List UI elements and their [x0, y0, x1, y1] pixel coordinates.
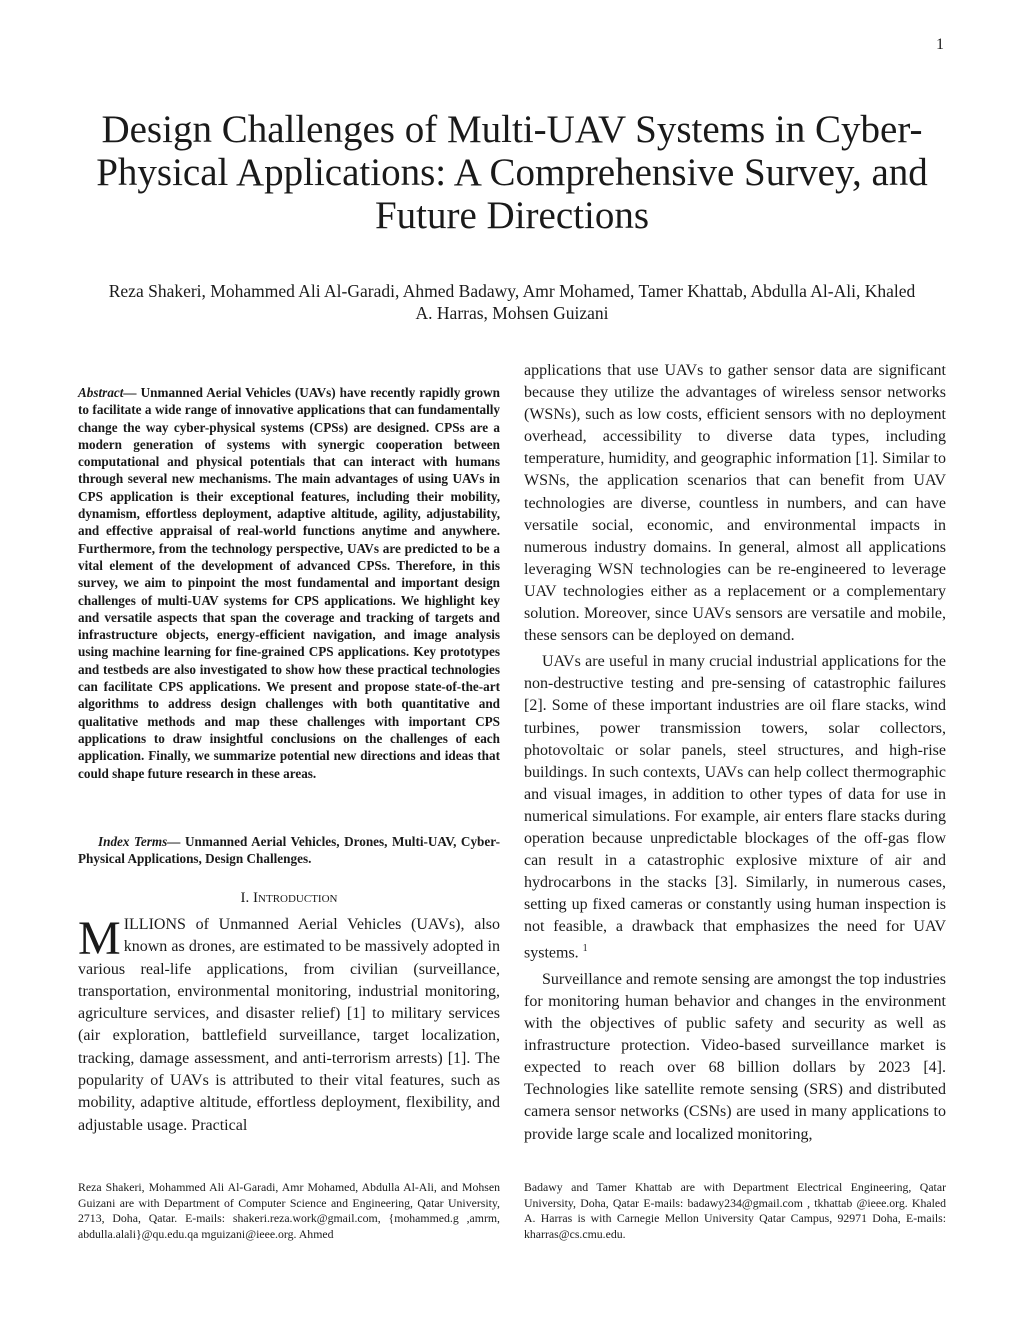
index-terms	[78, 833, 500, 868]
drop-cap: M	[78, 912, 121, 965]
abstract	[78, 384, 500, 782]
right-column-body	[524, 360, 946, 1146]
author-list: Reza Shakeri, Mohammed Ali Al-Garadi, Ahmed Badawy, Amr Mohamed, Tamer Khattab, Abdulla Al-Ali, Khaled A. Harras, Mohsen Guizani	[108, 281, 916, 323]
footnote-left: Reza Shakeri, Mohammed Ali Al-Garadi, Amr Mohamed, Abdulla Al-Ali, and Mohsen Guizani are with Department of Computer Science and Engineering, Qatar University, 2713, Doha, Qatar. E-mails: shakeri.reza.work@gmail.com, {mohammed.g ,amrm, abdulla.alali}@qu.edu.qa mguizani@ieee.org. Ahmed	[78, 1180, 500, 1241]
body-paragraph-2-text: UAVs are useful in many crucial industrial applications for the non-destructive testing and pre-sensing of catastrophic failures [2]. Some of these important industries are oil flare stacks, wind turbines, power transmission towers, solar collectors, photovoltaic or solar panels, steel structures, and high-rise buildings. In such contexts, UAVs can help collect thermographic and visual images, in addition to other types of data for use in numerical simulations. For example, air enters flare stacks during operation because unpredictable blockages of the off-gas flow can result in a catastrophic explosive mixture of air and hydrocarbons in the stacks [3]. Similarly, in numerous cases, setting up fixed cameras or constantly using human inspection is not feasible, a drawback that emphasizes the need for UAV systems.	[524, 653, 946, 962]
intro-paragraph	[78, 914, 500, 1137]
index-terms-text: Unmanned Aerial Vehicles, Drones, Multi-UAV, Cyber-Physical Applications, Design Challenges.	[78, 834, 500, 867]
intro-text: ILLIONS of Unmanned Aerial Vehicles (UAVs), also known as drones, are estimated to be massively adopted in various real-life applications, from civilian (surveillance, transportation, environmental monitoring, industrial monitoring, agriculture services, and disaster relief) [1] to military services (air exploration, battlefield surveillance, target localization, tracking, damage assessment, and anti-terrorism arrests) [1]. The popularity of UAVs is attributed to their vital features, such as mobility, adaptive altitude, effortless deployment, flexibility, and adjustable usage. Practical	[78, 916, 500, 1134]
body-paragraph-1: applications that use UAVs to gather sensor data are significant because they utilize the advantages of wireless sensor networks (WSNs), such as low costs, efficient sensors with no deployment overhead, accessibility to diverse data types, including temperature, humidity, and geographic information [1]. Similar to WSNs, the application scenarios that can benefit from UAV technologies are diverse, countless in numbers, and can have versatile social, economic, and environmental impacts in numerous industry domains. In general, almost all applications leveraging WSN technologies can be re-engineered to leverage UAV technologies either as a replacement or a complementary solution. Moreover, since UAVs sensors are versatile and mobile, these sensors can be deployed on demand.	[524, 362, 946, 645]
section-heading	[78, 890, 500, 907]
section-number: I.	[240, 890, 250, 906]
footnote-right: Badawy and Tamer Khattab are with Department Electrical Engineering, Qatar University, Doha, Qatar E-mails: badawy234@gmail.com , tkhattab @ieee.org. Khaled A. Harras is with Carnegie Mellon University Qatar Campus, 92971 Doha, E-mails: kharras@cs.cmu.edu.	[524, 1180, 946, 1241]
footnote-marker: 1	[582, 943, 588, 955]
section-title: Introduction	[253, 890, 338, 906]
index-terms-label: Index Terms—	[98, 834, 181, 849]
paper-title: Design Challenges of Multi-UAV Systems in Cyber-Physical Applications: A Comprehensive Survey, and Future Directions	[96, 108, 928, 237]
page-number: 1	[936, 36, 944, 53]
body-paragraph-3: Surveillance and remote sensing are amongst the top industries for monitoring human behavior and changes in the environment with the objectives of public safety and security as well as infrastructure protection. Video-based surveillance market is expected to reach over 68 billion dollars by 2023 [4]. Technologies like satellite remote sensing (SRS) and distributed camera sensor networks (CSNs) are used in many applications to provide large scale and localized monitoring,	[524, 970, 946, 1143]
abstract-text: Unmanned Aerial Vehicles (UAVs) have recently rapidly grown to facilitate a wide range of innovative applications that can fundamentally change the way cyber-physical systems (CPSs) are designed. CPSs are a modern generation of systems with synergic cooperation between computational and physical potentials that can interact with humans through several new mechanisms. The main advantages of using UAVs in CPS application is their exceptional features, including their mobility, dynamism, effortless deployment, adaptive altitude, agility, adjustability, and effective appraisal of real-world functions anytime and anywhere. Furthermore, from the technology perspective, UAVs are predicted to be a vital element of the development of advanced CPSs. Therefore, in this survey, we aim to pinpoint the most fundamental and important design challenges of multi-UAV systems for CPS applications. We highlight key and versatile aspects that span the coverage and tracking of targets and infrastructure objects, energy-efficient navigation, and image analysis using machine learning for fine-grained CPS applications. Key prototypes and testbeds are also investigated to show how these practical technologies can facilitate CPS applications. We present and propose state-of-the-art algorithms to address design challenges with both quantitative and qualitative methods and map these challenges with important CPS applications to draw insightful conclusions on the challenges of each application. Finally, we summarize potential new directions and ideas that could shape future research in these areas.	[78, 385, 500, 781]
body-paragraph-2	[524, 651, 946, 965]
abstract-label: Abstract—	[78, 385, 137, 400]
